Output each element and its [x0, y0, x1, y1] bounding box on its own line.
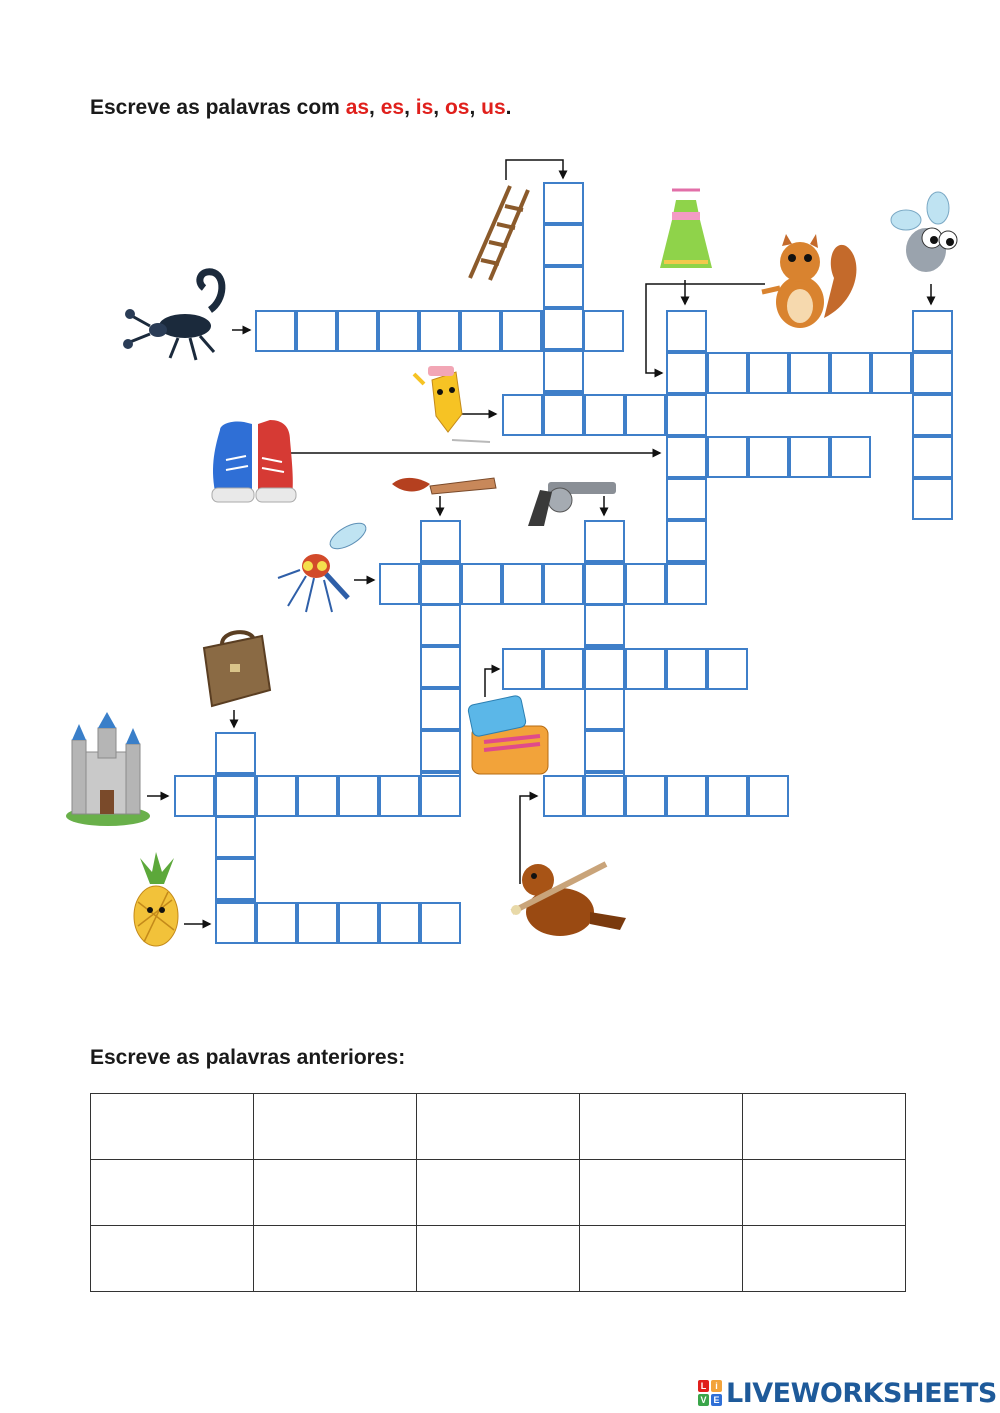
sneakers-picture — [212, 420, 296, 502]
crossword-cell[interactable] — [666, 520, 707, 562]
separator: , — [469, 96, 482, 119]
crossword-cell[interactable] — [543, 563, 584, 605]
crossword-cell[interactable] — [666, 352, 707, 394]
syllable-us: us — [481, 96, 506, 119]
answer-input[interactable] — [91, 1225, 257, 1292]
crossword-cell[interactable] — [625, 775, 666, 817]
crossword-cell[interactable] — [666, 563, 707, 605]
crossword-cell[interactable] — [420, 563, 461, 605]
crossword-cell[interactable] — [420, 902, 461, 944]
crossword-cell[interactable] — [584, 520, 625, 562]
answer-cell — [580, 1226, 743, 1292]
crossword-cell[interactable] — [420, 646, 461, 688]
answer-cell — [91, 1160, 254, 1226]
crossword-cell[interactable] — [215, 816, 256, 858]
syllable-os: os — [444, 96, 470, 119]
crossword-cell[interactable] — [174, 775, 215, 817]
crossword-cell[interactable] — [707, 648, 748, 690]
crossword-cell[interactable] — [543, 350, 584, 392]
crossword-cell[interactable] — [543, 648, 584, 690]
crossword-cell[interactable] — [666, 648, 707, 690]
crossword-cell[interactable] — [256, 775, 297, 817]
crossword-cell[interactable] — [378, 310, 419, 352]
crossword-cell[interactable] — [215, 858, 256, 900]
beaver-picture — [511, 864, 626, 936]
crossword-cell[interactable] — [338, 775, 379, 817]
answer-input[interactable] — [254, 1093, 420, 1160]
crossword-cell[interactable] — [296, 310, 337, 352]
crossword-cell[interactable] — [420, 604, 461, 646]
scorpion-picture — [123, 272, 222, 360]
crossword-cell[interactable] — [707, 352, 748, 394]
answer-input[interactable] — [417, 1159, 583, 1226]
crossword-cell[interactable] — [543, 266, 584, 308]
answer-cell — [91, 1094, 254, 1160]
answer-input[interactable] — [254, 1159, 420, 1226]
logo-badge-letter: E — [711, 1394, 722, 1406]
crossword-cell[interactable] — [871, 352, 912, 394]
answer-input[interactable] — [743, 1093, 909, 1160]
crossword-cell[interactable] — [379, 902, 420, 944]
crossword-cell[interactable] — [420, 520, 461, 562]
logo-badge-letter: L — [698, 1380, 709, 1392]
crossword-cell[interactable] — [543, 775, 584, 817]
dress-picture — [660, 190, 712, 268]
mosquito-picture — [278, 518, 370, 612]
crossword-cell[interactable] — [543, 182, 584, 224]
crossword-cell[interactable] — [830, 436, 871, 478]
crossword-cell[interactable] — [666, 394, 707, 436]
syllable-as: as — [345, 96, 370, 119]
logo-badge-letter: i — [711, 1380, 722, 1392]
instruction-text: Escreve as palavras com — [90, 96, 346, 119]
answer-input[interactable] — [580, 1159, 746, 1226]
logo-text: LIVEWORKSHEETS — [726, 1377, 997, 1409]
answer-cell — [743, 1160, 906, 1226]
answer-cell — [743, 1094, 906, 1160]
crossword-cell[interactable] — [501, 310, 542, 352]
liveworksheets-logo — [698, 1376, 997, 1410]
answer-input[interactable] — [254, 1225, 420, 1292]
pencil-case-picture — [467, 695, 548, 774]
crossword-cell[interactable] — [748, 775, 789, 817]
answer-cell — [254, 1160, 417, 1226]
crossword-cell[interactable] — [830, 352, 871, 394]
logo-badge — [698, 1380, 722, 1406]
crossword-cell[interactable] — [337, 310, 378, 352]
crossword-cell[interactable] — [215, 775, 256, 817]
crossword-cell[interactable] — [502, 563, 543, 605]
answer-cell — [91, 1226, 254, 1292]
answer-input[interactable] — [91, 1093, 257, 1160]
crossword-cell[interactable] — [543, 308, 584, 350]
crossword-cell[interactable] — [584, 775, 625, 817]
crossword-cell[interactable] — [379, 563, 420, 605]
ladder-picture — [470, 186, 528, 280]
answer-input[interactable] — [417, 1093, 583, 1160]
crossword-cell[interactable] — [420, 688, 461, 730]
squirrel-picture — [762, 234, 856, 328]
separator: , — [369, 96, 381, 119]
syllable-is: is — [415, 96, 434, 119]
answer-cell — [254, 1094, 417, 1160]
crossword-cell[interactable] — [419, 310, 460, 352]
crossword-cell[interactable] — [502, 394, 543, 436]
crossword-cell[interactable] — [666, 478, 707, 520]
crossword-cell[interactable] — [256, 902, 297, 944]
answer-cell — [254, 1226, 417, 1292]
answer-cell — [743, 1226, 906, 1292]
crossword-cell[interactable] — [297, 902, 338, 944]
answer-table — [90, 1093, 906, 1292]
crossword-cell[interactable] — [912, 394, 953, 436]
crossword-cell[interactable] — [748, 436, 789, 478]
crossword-cell[interactable] — [543, 394, 584, 436]
answer-row — [91, 1226, 906, 1292]
crossword-cell[interactable] — [338, 902, 379, 944]
crossword-cell[interactable] — [912, 310, 953, 352]
crossword-cell[interactable] — [625, 394, 666, 436]
crossword-cell[interactable] — [583, 310, 624, 352]
crossword-cell[interactable] — [707, 775, 748, 817]
brush-picture — [392, 478, 496, 494]
answer-row — [91, 1160, 906, 1226]
crossword-cell[interactable] — [379, 775, 420, 817]
crossword-cell[interactable] — [666, 436, 707, 478]
crossword-cell[interactable] — [584, 563, 625, 605]
crossword-cell[interactable] — [584, 688, 625, 730]
separator: , — [433, 96, 445, 119]
crossword-cell[interactable] — [297, 775, 338, 817]
crossword-cell[interactable] — [912, 352, 953, 394]
fly-picture — [891, 192, 957, 272]
section2-title: Escreve as palavras anteriores: — [90, 1046, 406, 1069]
answer-row — [91, 1094, 906, 1160]
crossword-cell[interactable] — [502, 648, 543, 690]
crossword-cell[interactable] — [625, 648, 666, 690]
answer-input[interactable] — [743, 1225, 909, 1292]
answer-input[interactable] — [743, 1159, 909, 1226]
crossword-cell[interactable] — [215, 902, 256, 944]
briefcase-picture — [204, 632, 270, 706]
crossword-cell[interactable] — [461, 563, 502, 605]
crossword-cell[interactable] — [748, 352, 789, 394]
crossword-cell[interactable] — [215, 732, 256, 774]
crossword-cell[interactable] — [625, 563, 666, 605]
end-mark: . — [505, 96, 512, 119]
answer-input[interactable] — [580, 1225, 746, 1292]
crossword-cell[interactable] — [584, 730, 625, 772]
crossword-cell[interactable] — [460, 310, 501, 352]
answer-input[interactable] — [580, 1093, 746, 1160]
castle-picture — [66, 712, 150, 826]
crossword-cell[interactable] — [584, 604, 625, 646]
answer-cell — [417, 1226, 580, 1292]
crossword-cell[interactable] — [666, 775, 707, 817]
answer-input[interactable] — [417, 1225, 583, 1292]
syllable-es: es — [380, 96, 405, 119]
logo-badge-letter: V — [698, 1394, 709, 1406]
answer-input[interactable] — [91, 1159, 257, 1226]
crossword-cell[interactable] — [255, 310, 296, 352]
pineapple-picture — [134, 852, 178, 946]
pencil-picture — [414, 366, 490, 442]
crossword-cell[interactable] — [789, 352, 830, 394]
crossword-cell[interactable] — [584, 648, 625, 690]
crossword-cell[interactable] — [912, 478, 953, 520]
crossword-cell[interactable] — [666, 310, 707, 352]
answer-cell — [417, 1094, 580, 1160]
crossword-cell[interactable] — [584, 394, 625, 436]
crossword-cell[interactable] — [789, 436, 830, 478]
crossword-cell[interactable] — [543, 224, 584, 266]
separator: , — [404, 96, 416, 119]
answer-cell — [580, 1094, 743, 1160]
crossword-cell[interactable] — [420, 730, 461, 772]
answer-cell — [580, 1160, 743, 1226]
crossword-cell[interactable] — [912, 436, 953, 478]
answer-cell — [417, 1160, 580, 1226]
crossword-cell[interactable] — [707, 436, 748, 478]
crossword-cell[interactable] — [420, 775, 461, 817]
